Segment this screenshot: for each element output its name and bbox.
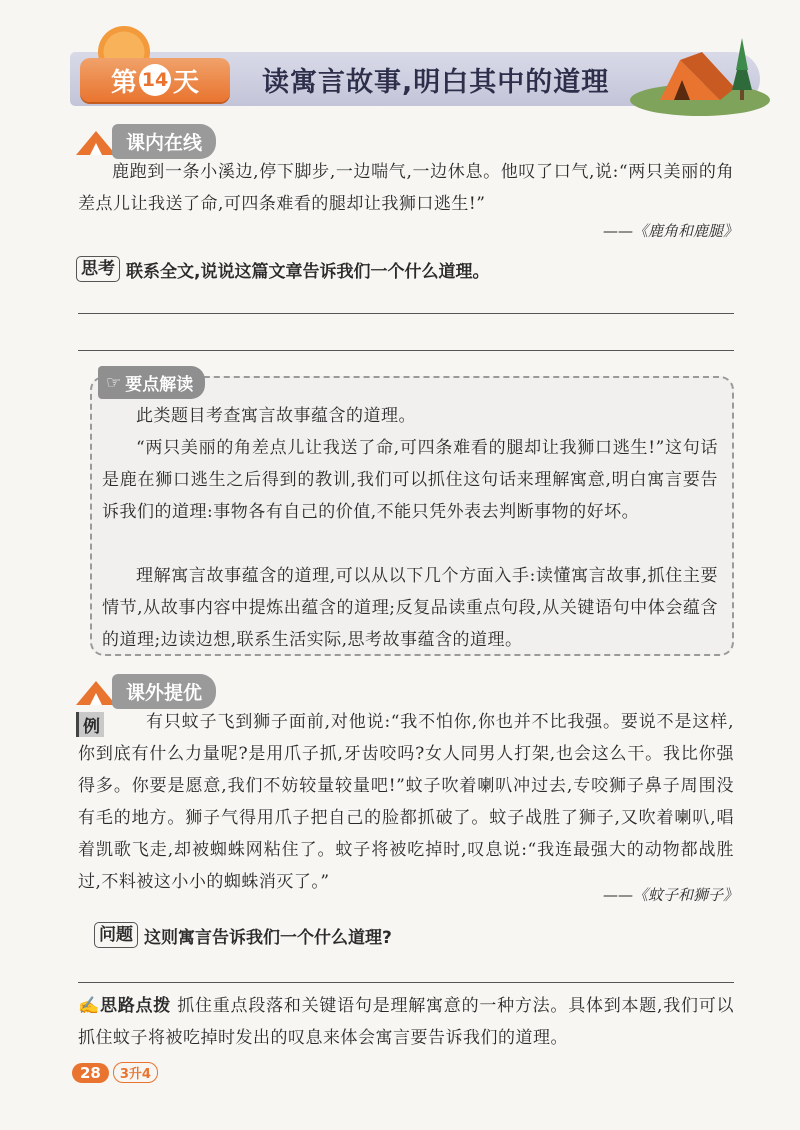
passage-mosquito: 有只蚊子飞到狮子面前,对他说:“我不怕你,你也并不比我强。要说不是这样,你到底有什么力量呢?是用爪子抓,牙齿咬吗?女人同男人打架,也会这么干。我比你强得多。你要是愿意,我们不妨较量较量吧!”蚊子吹着喇叭冲过去,专咬狮子鼻子周围没有毛的地方。狮子气得用爪子把自己的脸都抓破了。蚊子战胜了狮子,又吹着喇叭,唱着凯歌飞走,却被蜘蛛网粘住了。蚊子将被吃掉时,叹息说:“我连最强大的动物都战胜过,不料被这小小的蜘蛛消灭了。” [78,712,734,892]
camping-tent-icon [620,30,770,120]
question-text: 联系全文,说说这篇文章告诉我们一个什么道理。 [126,261,490,282]
page-title: 读寓言故事,明白其中的道理 [262,67,610,98]
example-tag: 例 [76,712,104,737]
tips-para-3: 理解寓言故事蕴含的道理,可以从以下几个方面入手:读懂寓言故事,抓住主要情节,从故事内容中提炼出蕴含的道理;反复品读重点句段,从关键语句中体会蕴含的道理;边读边想,联系生活实际,思考故事蕴含的道理。 [102,566,718,650]
question-think [76,256,489,282]
hand-icon: ☞ [106,372,122,393]
hint-label: 思路点拨 [99,996,172,1016]
source-mosquito: ——《蚊子和狮子》 [602,886,738,904]
section-head-extra [74,674,216,709]
section-label: 课外提优 [112,674,216,709]
tips-label: 要点解读 [125,375,194,395]
question-problem [94,922,392,948]
hint-paragraph [78,990,734,1054]
day-suffix: 天 [173,67,200,98]
section-label: 课内在线 [112,124,216,159]
hint-text: 抓住重点段落和关键语句是理解寓意的一种方法。具体到本题,我们可以抓住蚊子将被吃掉时发出的叹息来体会寓言要告诉我们的道理。 [78,996,735,1048]
passage-deer: 鹿跑到一条小溪边,停下脚步,一边喘气,一边休息。他叹了口气,说:“两只美丽的角差点儿让我送了命,可四条难看的腿却让我狮口逃生!” [78,162,734,214]
page-number: 28 [72,1063,109,1083]
tips-para-1: 此类题目考查寓言故事蕴含的道理。 [136,406,416,426]
page-footer [72,1062,158,1083]
think-tag: 思考 [76,256,120,282]
answer-line[interactable] [78,982,734,983]
lightbulb-icon: ✍ [78,996,100,1016]
day-prefix: 第 [110,67,137,98]
tips-para-2: “两只美丽的角差点儿让我送了命,可四条难看的腿却让我狮口逃生!”这句话是鹿在狮口逃生之后得到的教训,我们可以抓住这句话来理解寓意,明白寓言要告诉我们的道理:事物各有自己的价值,不能只凭外表去判断事物的好坏。 [102,438,718,522]
answer-line[interactable] [78,350,734,351]
section-head-in-class [74,124,216,159]
source-deer: ——《鹿角和鹿腿》 [602,222,738,240]
day-number: 14 [139,64,171,96]
question-text: 这则寓言告诉我们一个什么道理? [144,927,392,948]
tips-head [98,366,205,399]
answer-line[interactable] [78,313,734,314]
day-badge [80,58,230,102]
problem-tag: 问题 [94,922,138,948]
grade-label: 3升4 [113,1062,158,1083]
